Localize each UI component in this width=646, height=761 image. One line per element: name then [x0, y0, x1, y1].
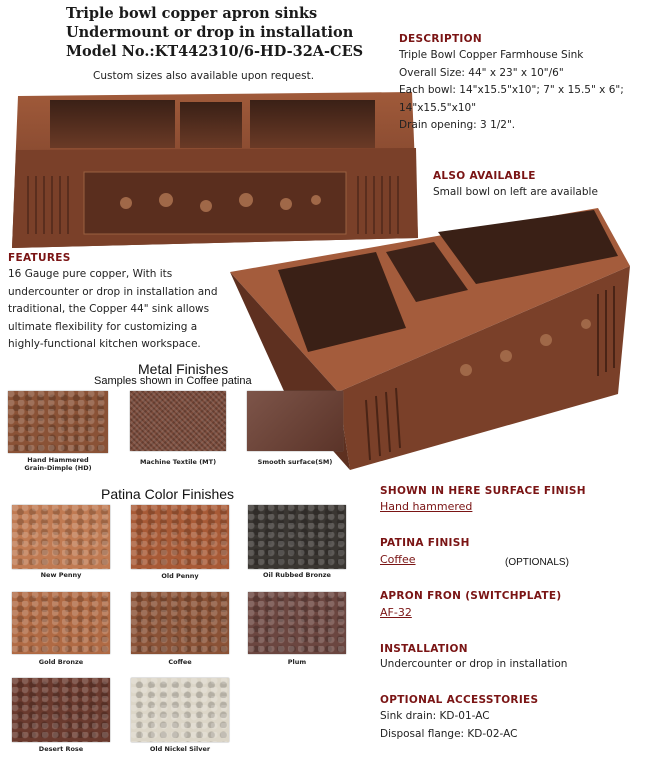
installation-heading: INSTALLATION	[380, 643, 468, 655]
swatch-coffee	[131, 592, 229, 654]
swatch-gold-bronze	[12, 592, 110, 654]
description-heading: DESCRIPTION	[399, 33, 482, 45]
swatch-new-penny	[12, 505, 110, 569]
caption-desert-rose: Desert Rose	[38, 745, 84, 753]
swatch-old-nickel-silver	[131, 678, 229, 742]
accessory-line: Sink drain: KD-01-AC	[380, 710, 490, 722]
accessories-heading: OPTIONAL ACCESSTORIES	[380, 694, 539, 706]
caption-hand-hammered: Hand Hammered Grain-Dimple (HD)	[24, 456, 92, 472]
swatch-hand-hammered	[8, 391, 108, 453]
patina-finish-link[interactable]: Coffee	[380, 553, 416, 566]
apron-heading: APRON FRON (SWITCHPLATE)	[380, 590, 562, 602]
swatch-machine-textile	[130, 391, 226, 451]
title-line-3: Model No.:KT442310/6-HD-32A-CES	[66, 43, 364, 60]
caption-old-penny: Old Penny	[161, 572, 199, 580]
features-line: traditional, the Copper 44" sink allows	[8, 303, 210, 315]
caption-old-nickel-silver: Old Nickel Silver	[149, 745, 211, 753]
installation-value: Undercounter or drop in installation	[380, 658, 568, 670]
caption-new-penny: New Penny	[40, 571, 82, 579]
description-line: Triple Bowl Copper Farmhouse Sink	[399, 49, 584, 61]
patina-finishes-title: Patina Color Finishes	[101, 486, 235, 502]
swatch-smooth-surface	[247, 391, 343, 451]
caption-plum: Plum	[287, 658, 307, 666]
also-available-text: Small bowl on left are available	[433, 186, 598, 198]
surface-finish-link[interactable]: Hand hammered	[380, 500, 473, 513]
apron-link[interactable]: AF-32	[380, 606, 412, 619]
features-line: ultimate flexibility for customizing a	[8, 320, 198, 333]
caption-coffee: Coffee	[168, 658, 192, 666]
swatch-plum	[248, 592, 346, 654]
description-block	[399, 47, 624, 135]
caption-oil-rubbed-bronze: Oil Rubbed Bronze	[263, 571, 331, 579]
features-block	[8, 266, 218, 354]
surface-finish-heading: SHOWN IN HERE SURFACE FINISH	[380, 485, 586, 497]
product-title	[66, 4, 363, 61]
accessories-block	[380, 708, 517, 743]
optionals-note: (OPTIONALS)	[505, 557, 569, 568]
swatch-oil-rubbed-bronze	[248, 505, 346, 569]
description-line: 14"x15.5"x10"	[399, 101, 477, 114]
metal-finishes-title: Metal Finishes	[138, 361, 229, 377]
caption-machine-textile: Machine Textile (MT)	[139, 458, 217, 466]
description-line: Drain opening: 3 1/2".	[399, 119, 516, 131]
also-available-heading: ALSO AVAILABLE	[433, 170, 536, 182]
description-line: Each bowl: 14"x15.5"x10"; 7" x 15.5" x 6";	[399, 84, 624, 96]
patina-finish-heading: PATINA FINISH	[380, 537, 470, 549]
caption-smooth-surface: Smooth surface(SM)	[257, 458, 333, 466]
swatch-desert-rose	[12, 678, 110, 742]
description-line: Overall Size: 44" x 23" x 10"/6"	[399, 66, 564, 79]
title-line-2: Undermount or drop in installation	[66, 24, 354, 41]
features-line: highly-functional kitchen workspace.	[8, 338, 201, 350]
custom-sizes-note: Custom sizes also available upon request.	[93, 70, 315, 82]
title-line-1: Triple bowl copper apron sinks	[66, 5, 318, 22]
swatch-old-penny	[131, 505, 229, 569]
metal-finishes-subtitle: Samples shown in Coffee patina	[94, 375, 252, 387]
caption-gold-bronze: Gold Bronze	[38, 658, 84, 666]
features-line: undercounter or drop in installation and	[8, 285, 218, 298]
features-line: 16 Gauge pure copper, With its	[8, 268, 173, 280]
features-heading: FEATURES	[8, 252, 71, 264]
accessory-line: Disposal flange: KD-02-AC	[380, 727, 518, 740]
